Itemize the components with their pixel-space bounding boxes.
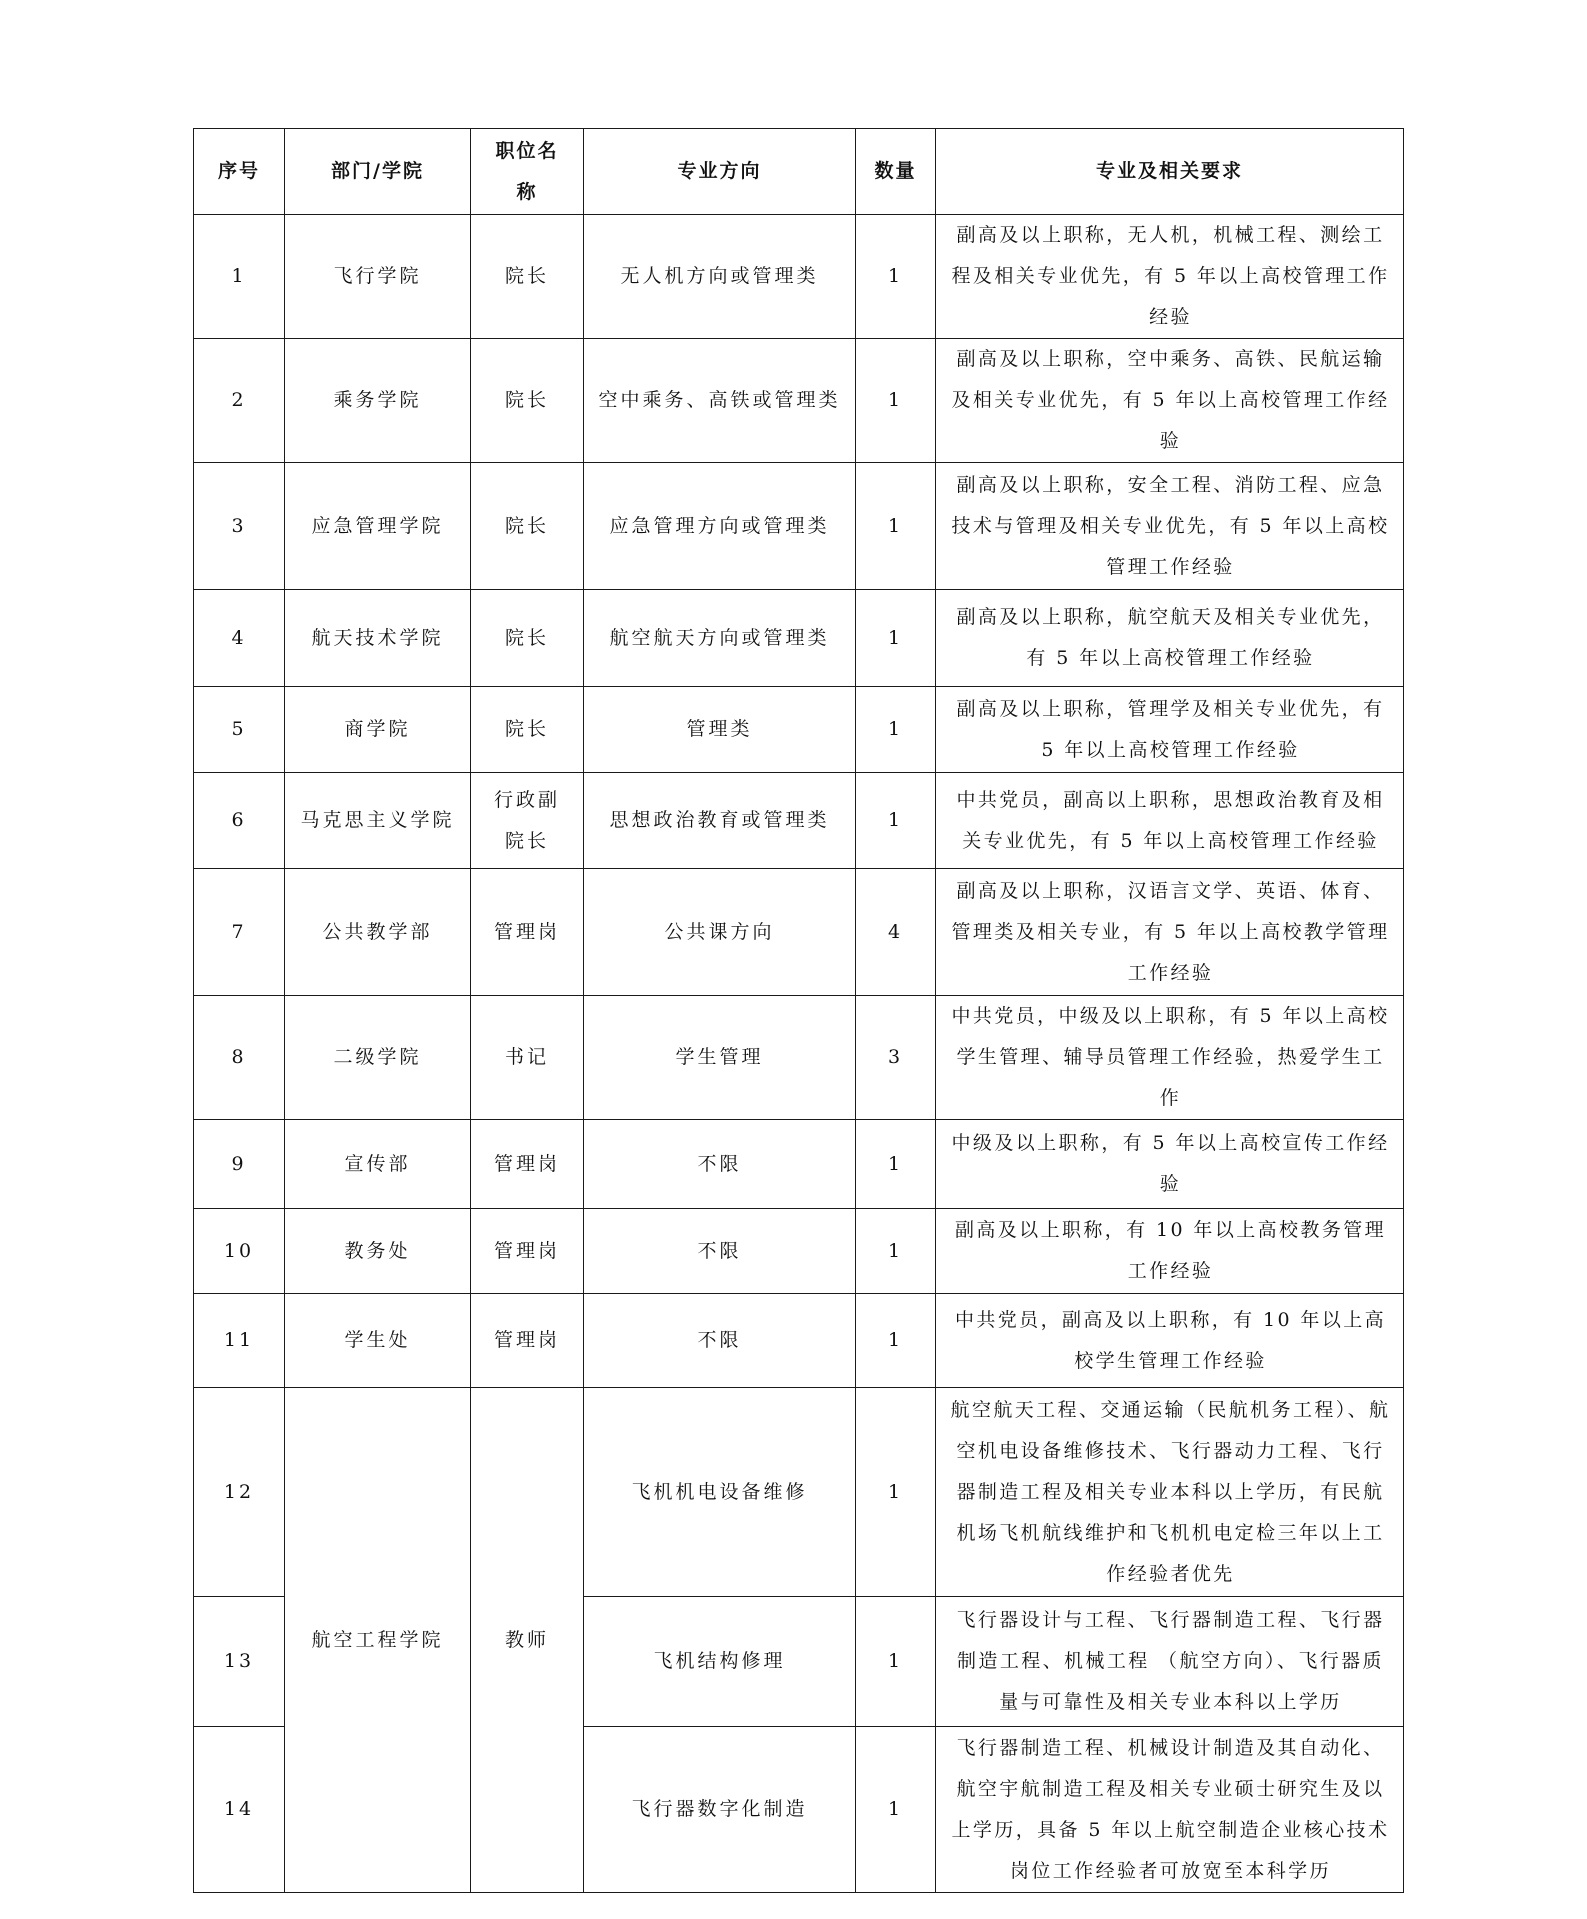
cell-dept: 马克思主义学院 [285, 773, 471, 869]
header-cell-requirements: 专业及相关要求 [936, 129, 1404, 215]
cell-dept: 乘务学院 [285, 339, 471, 463]
cell-requirements: 航空航天工程、交通运输（民航机务工程）、航空机电设备维修技术、飞行器动力工程、飞行器制造工程及相关专业本科以上学历，有民航机场飞机航线维护和飞机机电定检三年以上工作经验者优先 [936, 1388, 1404, 1597]
table-row [194, 687, 1404, 773]
cell-count: 1 [856, 1727, 936, 1893]
cell-no: 12 [194, 1388, 285, 1597]
cell-requirements: 中共党员，中级及以上职称，有 5 年以上高校学生管理、辅导员管理工作经验，热爱学生工作 [936, 996, 1404, 1120]
cell-no: 8 [194, 996, 285, 1120]
cell-position: 书记 [471, 996, 584, 1120]
cell-position: 管理岗 [471, 1120, 584, 1209]
cell-direction: 公共课方向 [584, 869, 856, 996]
header-cell-position: 职位名称 [471, 129, 584, 215]
cell-dept: 航空工程学院 [285, 1388, 471, 1893]
cell-direction: 航空航天方向或管理类 [584, 590, 856, 687]
cell-requirements: 副高及以上职称，安全工程、消防工程、应急技术与管理及相关专业优先，有 5 年以上高校管理工作经验 [936, 463, 1404, 590]
table-row [194, 869, 1404, 996]
cell-count: 1 [856, 1597, 936, 1727]
cell-position: 行政副院长 [471, 773, 584, 869]
cell-dept: 宣传部 [285, 1120, 471, 1209]
cell-count: 1 [856, 773, 936, 869]
table-row [194, 590, 1404, 687]
cell-dept: 公共教学部 [285, 869, 471, 996]
cell-count: 1 [856, 1209, 936, 1294]
cell-direction: 空中乘务、高铁或管理类 [584, 339, 856, 463]
cell-requirements: 副高及以上职称，无人机，机械工程、测绘工程及相关专业优先，有 5 年以上高校管理工作经验 [936, 215, 1404, 339]
cell-count: 1 [856, 215, 936, 339]
cell-no: 1 [194, 215, 285, 339]
header-row [194, 129, 1404, 215]
cell-count: 1 [856, 1388, 936, 1597]
cell-count: 1 [856, 687, 936, 773]
cell-dept: 学生处 [285, 1294, 471, 1388]
cell-position: 管理岗 [471, 1294, 584, 1388]
cell-requirements: 副高及以上职称，管理学及相关专业优先，有 5 年以上高校管理工作经验 [936, 687, 1404, 773]
cell-no: 6 [194, 773, 285, 869]
cell-position: 院长 [471, 590, 584, 687]
cell-no: 9 [194, 1120, 285, 1209]
cell-dept: 教务处 [285, 1209, 471, 1294]
cell-direction: 管理类 [584, 687, 856, 773]
cell-direction: 思想政治教育或管理类 [584, 773, 856, 869]
header-cell-count: 数量 [856, 129, 936, 215]
table-row [194, 996, 1404, 1120]
cell-direction: 无人机方向或管理类 [584, 215, 856, 339]
cell-count: 1 [856, 590, 936, 687]
cell-no: 10 [194, 1209, 285, 1294]
cell-no: 7 [194, 869, 285, 996]
cell-dept: 飞行学院 [285, 215, 471, 339]
cell-requirements: 副高及以上职称，有 10 年以上高校教务管理工作经验 [936, 1209, 1404, 1294]
cell-no: 5 [194, 687, 285, 773]
cell-dept: 二级学院 [285, 996, 471, 1120]
header-cell-direction: 专业方向 [584, 129, 856, 215]
table-row [194, 339, 1404, 463]
header-cell-dept: 部门/学院 [285, 129, 471, 215]
cell-requirements: 中共党员，副高以上职称，思想政治教育及相关专业优先，有 5 年以上高校管理工作经验 [936, 773, 1404, 869]
cell-direction: 不限 [584, 1294, 856, 1388]
cell-direction: 飞行器数字化制造 [584, 1727, 856, 1893]
cell-no: 14 [194, 1727, 285, 1893]
cell-dept: 商学院 [285, 687, 471, 773]
cell-requirements: 副高及以上职称，航空航天及相关专业优先，有 5 年以上高校管理工作经验 [936, 590, 1404, 687]
cell-requirements: 副高及以上职称，汉语言文学、英语、体育、管理类及相关专业，有 5 年以上高校教学管理工作经验 [936, 869, 1404, 996]
cell-position: 管理岗 [471, 1209, 584, 1294]
cell-direction: 飞机结构修理 [584, 1597, 856, 1727]
cell-count: 3 [856, 996, 936, 1120]
cell-no: 3 [194, 463, 285, 590]
header-cell-no: 序号 [194, 129, 285, 215]
table-row [194, 215, 1404, 339]
cell-no: 4 [194, 590, 285, 687]
cell-dept: 应急管理学院 [285, 463, 471, 590]
cell-position: 院长 [471, 339, 584, 463]
table-row [194, 1209, 1404, 1294]
cell-direction: 不限 [584, 1209, 856, 1294]
table-row [194, 1120, 1404, 1209]
cell-position: 院长 [471, 463, 584, 590]
cell-direction: 不限 [584, 1120, 856, 1209]
cell-count: 1 [856, 1294, 936, 1388]
cell-requirements: 飞行器设计与工程、飞行器制造工程、飞行器制造工程、机械工程 （航空方向）、飞行器质量与可靠性及相关专业本科以上学历 [936, 1597, 1404, 1727]
table-row [194, 1388, 1404, 1597]
table-row [194, 773, 1404, 869]
cell-count: 1 [856, 1120, 936, 1209]
table-row [194, 463, 1404, 590]
cell-direction: 应急管理方向或管理类 [584, 463, 856, 590]
cell-no: 11 [194, 1294, 285, 1388]
cell-count: 1 [856, 339, 936, 463]
cell-requirements: 中级及以上职称，有 5 年以上高校宣传工作经验 [936, 1120, 1404, 1209]
cell-requirements: 副高及以上职称，空中乘务、高铁、民航运输及相关专业优先，有 5 年以上高校管理工作经验 [936, 339, 1404, 463]
cell-position: 教师 [471, 1388, 584, 1893]
cell-position: 院长 [471, 687, 584, 773]
cell-direction: 学生管理 [584, 996, 856, 1120]
cell-count: 4 [856, 869, 936, 996]
cell-dept: 航天技术学院 [285, 590, 471, 687]
cell-position: 管理岗 [471, 869, 584, 996]
cell-direction: 飞机机电设备维修 [584, 1388, 856, 1597]
cell-count: 1 [856, 463, 936, 590]
table-row [194, 1294, 1404, 1388]
cell-no: 2 [194, 339, 285, 463]
cell-requirements: 中共党员，副高及以上职称，有 10 年以上高校学生管理工作经验 [936, 1294, 1404, 1388]
cell-position: 院长 [471, 215, 584, 339]
recruitment-table [193, 128, 1404, 1893]
cell-requirements: 飞行器制造工程、机械设计制造及其自动化、航空宇航制造工程及相关专业硕士研究生及以上学历，具备 5 年以上航空制造企业核心技术岗位工作经验者可放宽至本科学历 [936, 1727, 1404, 1893]
cell-no: 13 [194, 1597, 285, 1727]
document-page [193, 128, 1403, 1893]
